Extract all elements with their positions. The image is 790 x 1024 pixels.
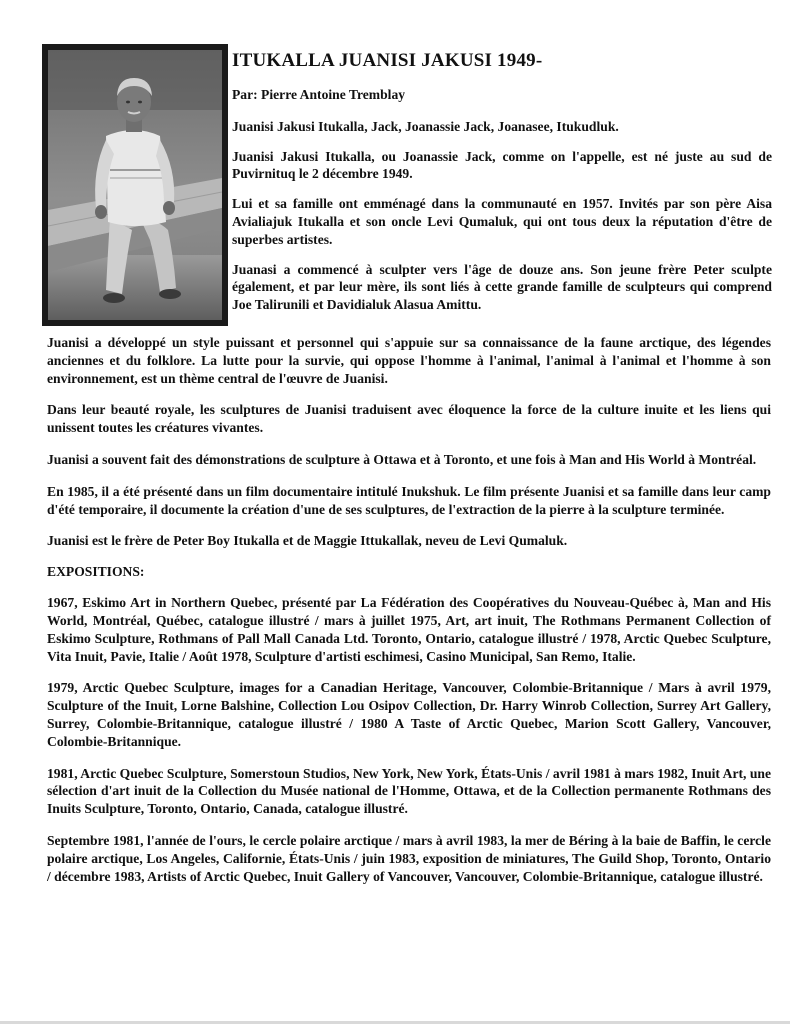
expositions-heading: EXPOSITIONS: bbox=[47, 564, 145, 580]
intro-paragraph: Lui et sa famille ont emménagé dans la communauté en 1957. Invités par son père Aisa Avialiajuk Itukalla et son oncle Levi Qumaluk, qui ont tous deux la réputation d'être de superbes artistes. bbox=[232, 196, 772, 247]
body-column bbox=[47, 334, 771, 899]
intro-paragraph: Juanisi Jakusi Itukalla, Jack, Joanassie Jack, Joanasee, Itukudluk. bbox=[232, 118, 619, 134]
exposition-paragraph: 1967, Eskimo Art in Northern Quebec, présenté par La Fédération des Coopératives du Nouveau-Québec à, Man and His World, Montréal, Québec, catalogue illustré / mars à juillet 1975, Art, art inuit, The Rothmans Permanent Collection of Eskimo Sculpture, Rothmans of Pall Mall Canada Ltd. Toronto, Ontario, catalogue illustré / 1978, Arctic Quebec Sculpture, Vita Inuit, Pavie, Italie / Août 1978, Sculpture d'artisti eschimesi, Casino Municipal, San Remo, Italie. bbox=[47, 595, 771, 664]
body-paragraph: En 1985, il a été présenté dans un film documentaire intitulé Inukshuk. Le film présente Juanisi et sa famille dans leur camp d'été temporaire, il documente la création d'une de ses sculptures, de l'extraction de la pierre à la sculpture terminée. bbox=[47, 483, 771, 517]
artist-portrait-photo bbox=[48, 50, 222, 320]
body-paragraph: Juanisi a souvent fait des démonstrations de sculpture à Ottawa et à Toronto, et une fois à Man and His World à Montréal. bbox=[47, 451, 757, 467]
exposition-paragraph: 1981, Arctic Quebec Sculpture, Somerstoun Studios, New York, New York, États-Unis / avril 1981 à mars 1982, Inuit Art, une sélection d'art inuit de la Collection du Musée national de l'Homme, Ottawa, et de la Collection permanente Rothmans des Inuits Sculpture, Toronto, Ontario, Canada, catalogue illustré. bbox=[47, 765, 771, 817]
intro-paragraph: Juanisi Jakusi Itukalla, ou Joanassie Jack, comme on l'appelle, est né juste au sud de Puvirnituq le 2 décembre 1949. bbox=[232, 148, 772, 182]
intro-paragraph: Juanasi a commencé à sculpter vers l'âge de douze ans. Son jeune frère Peter sculpte également, et par leur mère, ils sont liés à cette grande famille de sculpteurs qui comprend Joe Talirunili et Davidialuk Alasua Amittu. bbox=[232, 261, 772, 313]
body-paragraph: Juanisi est le frère de Peter Boy Itukalla et de Maggie Ittukallak, neveu de Levi Qumaluk. bbox=[47, 533, 568, 549]
body-paragraph: Dans leur beauté royale, les sculptures de Juanisi traduisent avec éloquence la force de la culture inuite et les liens qui unissent toutes les créatures vivantes. bbox=[47, 402, 771, 436]
page-title: ITUKALLA JUANISI JAKUSI 1949- bbox=[232, 50, 543, 71]
artist-portrait-frame bbox=[42, 44, 228, 326]
body-paragraph: Juanisi a développé un style puissant et personnel qui s'appuie sur sa connaissance de la faune arctique, des légendes anciennes et du folklore. La lutte pour la survie, qui oppose l'homme à l'animal, l'animal à l'animal et l'homme à son environnement, est un thème central de l'œuvre de Juanisi. bbox=[47, 335, 771, 386]
exposition-paragraph: 1979, Arctic Quebec Sculpture, images for a Canadian Heritage, Vancouver, Colombie-Britannique / Mars à avril 1979, Sculpture of the Inuit, Lorne Balshine, Collection Lou Osipov Collection, Dr. Harry Winrob Collection, Surrey Art Gallery, Surrey, Colombie-Britannique, catalogue illustré / 1980 A Taste of Arctic Quebec, Marion Scott Gallery, Vancouver, Colombie-Britannique. bbox=[47, 680, 771, 749]
exposition-paragraph: Septembre 1981, l'année de l'ours, le cercle polaire arctique / mars à avril 1983, la mer de Béring à la baie de Baffin, le cercle polaire arctique, Los Angeles, Californie, États-Unis / juin 1983, exposition de miniatures, The Guild Shop, Toronto, Ontario / décembre 1983, Artists of Arctic Quebec, Inuit Gallery of Vancouver, Vancouver, Colombie-Britannique, catalogue illustré. bbox=[47, 832, 771, 884]
author-line: Par: Pierre Antoine Tremblay bbox=[232, 87, 406, 102]
header-column bbox=[232, 50, 772, 326]
